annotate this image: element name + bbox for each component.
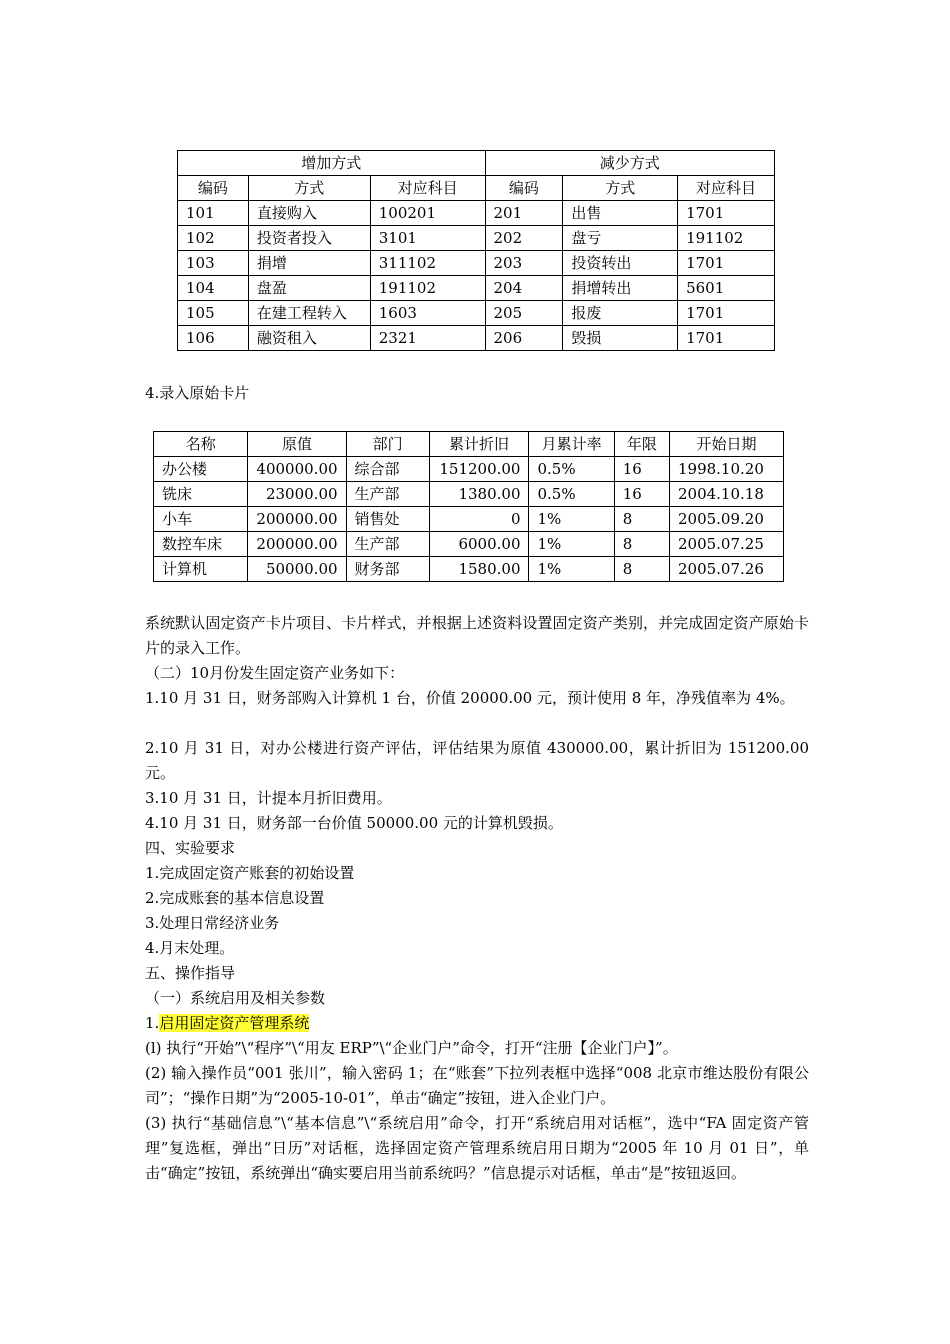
table-cell: 205	[485, 301, 563, 326]
table-cell: 2005.09.20	[669, 507, 783, 532]
table-cell: 生产部	[346, 482, 429, 507]
table-cell: 23000.00	[248, 482, 346, 507]
section-heading: 4.录入原始卡片	[145, 384, 250, 402]
table-cell: 8	[614, 507, 669, 532]
table-row	[154, 482, 784, 507]
list-item: 1.完成固定资产账套的初始设置	[145, 864, 355, 882]
table-cell: 191102	[370, 276, 485, 301]
asset-change-methods-table	[177, 150, 775, 351]
table-cell: 200000.00	[248, 532, 346, 557]
table-row	[178, 301, 775, 326]
paragraph: 系统默认固定资产卡片项目、卡片样式，并根据上述资料设置固定资产类别，并完成固定资产原始卡片的录入工作。	[145, 614, 809, 657]
table-cell: 104	[178, 276, 249, 301]
paragraph: 1.10 月 31 日，财务部购入计算机 1 台，价值 20000.00 元，预计使用 8 年，净残值率为 4%。	[145, 689, 795, 707]
step-number: 1.	[145, 1014, 160, 1032]
section-heading: 四、实验要求	[145, 839, 236, 857]
table-cell: 投资者投入	[248, 226, 370, 251]
column-header: 累计折旧	[429, 432, 529, 457]
column-header: 方式	[248, 176, 370, 201]
table-cell: 0.5%	[529, 457, 614, 482]
table-cell: 0.5%	[529, 482, 614, 507]
section-heading: 五、操作指导	[145, 964, 236, 982]
table-cell: 生产部	[346, 532, 429, 557]
table-row	[154, 507, 784, 532]
table-cell: 铣床	[154, 482, 248, 507]
table-cell: 直接购入	[248, 201, 370, 226]
table-cell: 报废	[563, 301, 678, 326]
table-cell: 1701	[678, 301, 775, 326]
table-row	[178, 251, 775, 276]
table-cell: 191102	[678, 226, 775, 251]
table-cell: 102	[178, 226, 249, 251]
table-cell: 16	[614, 457, 669, 482]
table-cell: 101	[178, 201, 249, 226]
column-header: 方式	[563, 176, 678, 201]
column-header: 部门	[346, 432, 429, 457]
table-cell: 融资租入	[248, 326, 370, 351]
table-cell: 2005.07.26	[669, 557, 783, 582]
table-row	[178, 201, 775, 226]
table-cell: 5601	[678, 276, 775, 301]
table-cell: 小车	[154, 507, 248, 532]
table-cell: 203	[485, 251, 563, 276]
table-cell: 8	[614, 532, 669, 557]
table-cell: 2005.07.25	[669, 532, 783, 557]
table-cell: 202	[485, 226, 563, 251]
table-row	[154, 557, 784, 582]
table-cell: 206	[485, 326, 563, 351]
table-cell: 1603	[370, 301, 485, 326]
table-cell: 1%	[529, 557, 614, 582]
table-cell: 毁损	[563, 326, 678, 351]
table-row	[154, 457, 784, 482]
table-cell: 1701	[678, 251, 775, 276]
table-cell: 数控车床	[154, 532, 248, 557]
list-item: 2.完成账套的基本信息设置	[145, 889, 325, 907]
column-header: 编码	[178, 176, 249, 201]
table-cell: 捐增转出	[563, 276, 678, 301]
group-header-decrease: 减少方式	[485, 151, 774, 176]
table-cell: 105	[178, 301, 249, 326]
table-cell: 1%	[529, 532, 614, 557]
group-header-increase: 增加方式	[178, 151, 486, 176]
column-header: 名称	[154, 432, 248, 457]
table-cell: 8	[614, 557, 669, 582]
paragraph: 4.10 月 31 日，财务部一台价值 50000.00 元的计算机毁损。	[145, 814, 563, 832]
table-cell: 200000.00	[248, 507, 346, 532]
table-header-row	[154, 432, 784, 457]
table-row	[178, 276, 775, 301]
step-heading	[145, 1011, 809, 1036]
table-cell: 1701	[678, 201, 775, 226]
sub-heading: （一）系统启用及相关参数	[145, 989, 326, 1007]
table-cell: 在建工程转入	[248, 301, 370, 326]
table-cell: 1701	[678, 326, 775, 351]
original-cards-table	[153, 431, 784, 582]
table-header-row	[178, 176, 775, 201]
table-row	[178, 226, 775, 251]
table-cell: 1380.00	[429, 482, 529, 507]
table-cell: 50000.00	[248, 557, 346, 582]
table-row	[154, 532, 784, 557]
column-header: 月累计率	[529, 432, 614, 457]
table-cell: 财务部	[346, 557, 429, 582]
table-cell: 办公楼	[154, 457, 248, 482]
table-cell: 100201	[370, 201, 485, 226]
table-row	[178, 326, 775, 351]
table-cell: 103	[178, 251, 249, 276]
paragraph: 2.10 月 31 日，对办公楼进行资产评估，评估结果为原值 430000.00，累计折旧为 151200.00 元。	[145, 739, 809, 782]
column-header: 对应科目	[370, 176, 485, 201]
table-cell: 106	[178, 326, 249, 351]
table-cell: 0	[429, 507, 529, 532]
table-cell: 204	[485, 276, 563, 301]
table-cell: 1%	[529, 507, 614, 532]
column-header: 编码	[485, 176, 563, 201]
paragraph: 3.10 月 31 日，计提本月折旧费用。	[145, 789, 392, 807]
table-cell: 捐增	[248, 251, 370, 276]
table-cell: 2004.10.18	[669, 482, 783, 507]
table-cell: 投资转出	[563, 251, 678, 276]
table-cell: 出售	[563, 201, 678, 226]
table-cell: 计算机	[154, 557, 248, 582]
column-header: 原值	[248, 432, 346, 457]
paragraph: （二）10月份发生固定资产业务如下：	[145, 664, 405, 682]
column-header: 年限	[614, 432, 669, 457]
paragraph: (2) 输入操作员“001 张川”，输入密码 1；在“账套”下拉列表框中选择“008 北京市维达股份有限公司”；“操作日期”为“2005-10-01”，单击“确定”按钮，进入企业门户。	[145, 1064, 809, 1107]
table-cell: 盘盈	[248, 276, 370, 301]
table-group-header-row	[178, 151, 775, 176]
table-cell: 盘亏	[563, 226, 678, 251]
list-item: 4.月末处理。	[145, 939, 235, 957]
paragraph: (3) 执行“基础信息”\“基本信息”\“系统启用”命令，打开“系统启用对话框”，选中“FA 固定资产管理”复选框，弹出“日历”对话框，选择固定资产管理系统启用日期为“2005 年 10 月 01 日”，单击“确定”按钮，系统弹出“确实要启用当前系统吗？”信息提示对话框，单击“是”按钮返回。	[145, 1114, 809, 1182]
highlighted-text: 启用固定资产管理系统	[159, 1014, 310, 1032]
column-header: 对应科目	[678, 176, 775, 201]
table-cell: 400000.00	[248, 457, 346, 482]
table-cell: 2321	[370, 326, 485, 351]
table-cell: 151200.00	[429, 457, 529, 482]
table-cell: 201	[485, 201, 563, 226]
table-cell: 1998.10.20	[669, 457, 783, 482]
table-cell: 6000.00	[429, 532, 529, 557]
table-cell: 3101	[370, 226, 485, 251]
column-header: 开始日期	[669, 432, 783, 457]
table-cell: 16	[614, 482, 669, 507]
table-cell: 综合部	[346, 457, 429, 482]
paragraph: (l) 执行“开始”\“程序”\“用友 ERP”\“企业门户”命令，打开“注册【企业门户】”。	[145, 1039, 678, 1057]
list-item: 3.处理日常经济业务	[145, 914, 280, 932]
table-cell: 311102	[370, 251, 485, 276]
table-cell: 销售处	[346, 507, 429, 532]
table-cell: 1580.00	[429, 557, 529, 582]
